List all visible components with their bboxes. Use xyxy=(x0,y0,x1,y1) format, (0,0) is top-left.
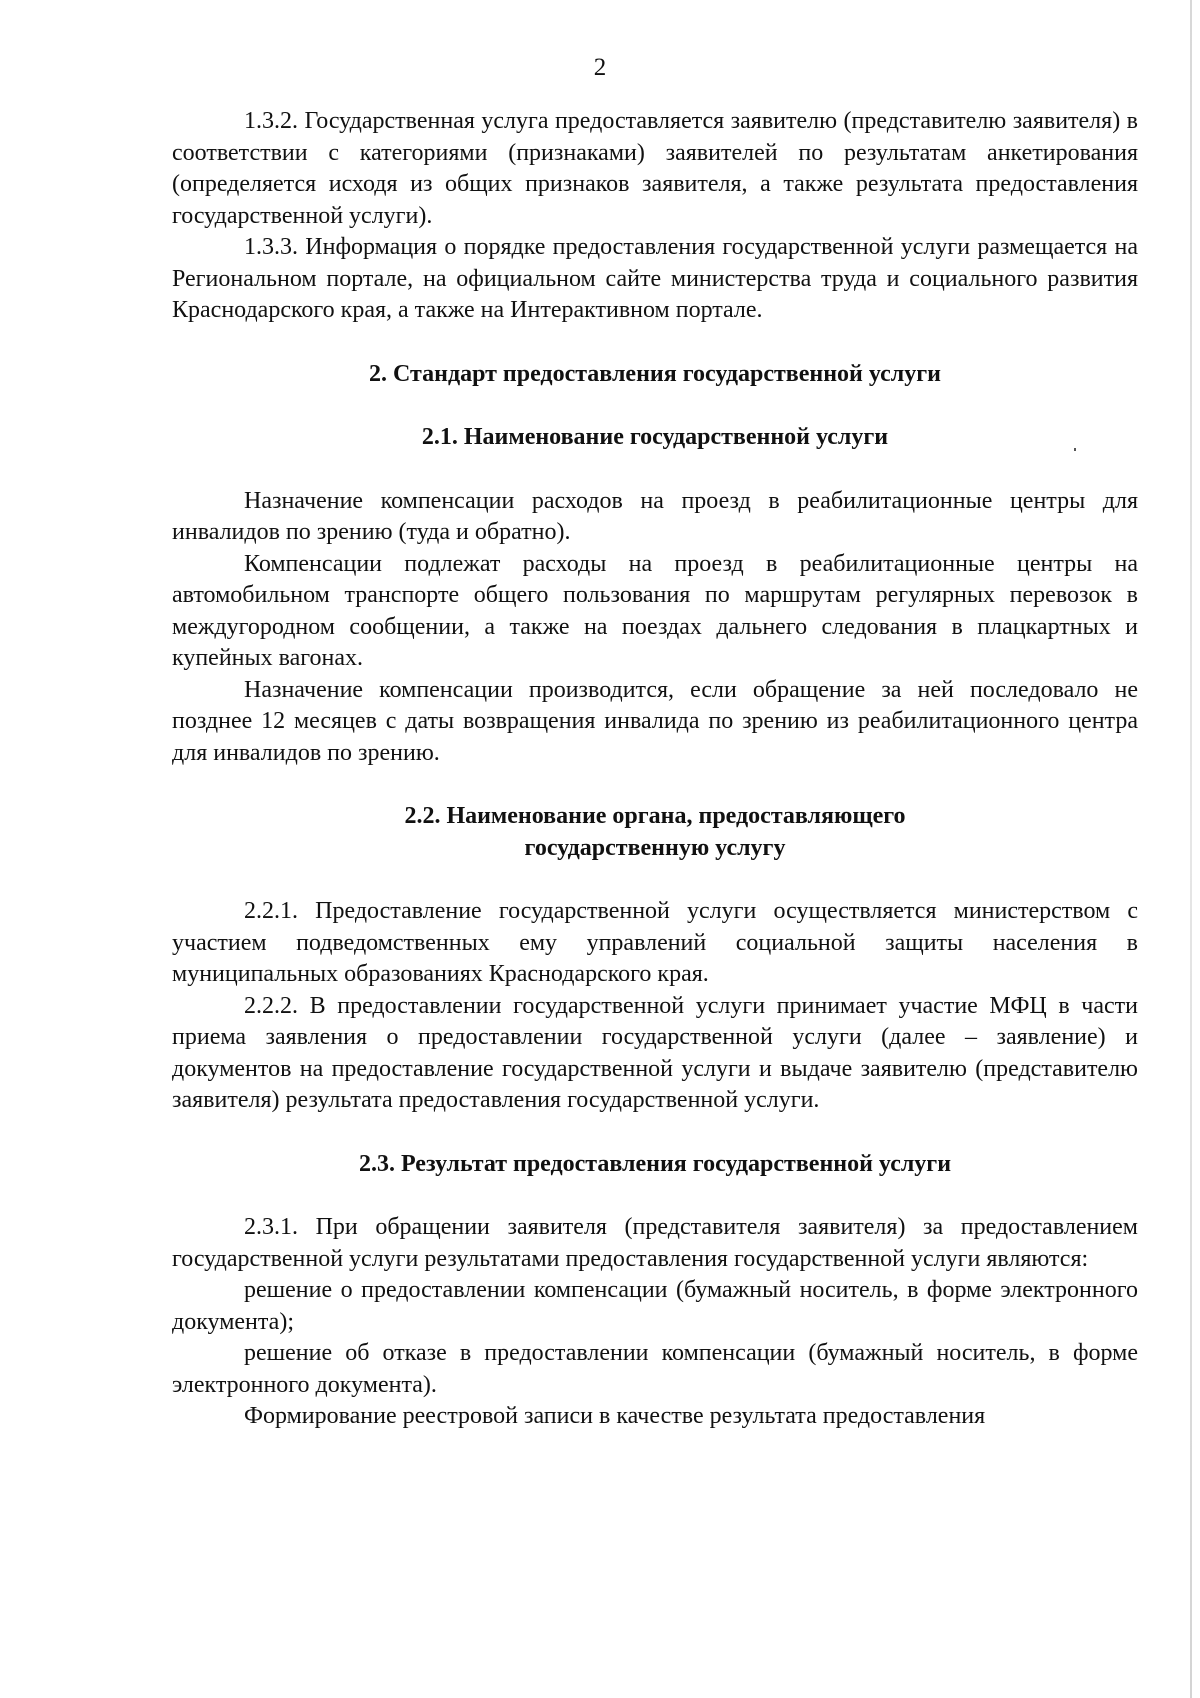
section-heading-2-2-line-2: государственную услугу xyxy=(524,834,786,861)
page-number: 2 xyxy=(593,54,607,81)
paragraph-2-3-1: 2.3.1. При обращении заявителя (представителя заявителя) за предоставлением государственной услуги результатами предоставления государственной услуги являются: xyxy=(172,1214,1138,1272)
paragraph-decision-grant: решение о предоставлении компенсации (бумажный носитель, в форме электронного документа); xyxy=(172,1277,1138,1335)
paragraph-compensation-scope: Компенсации подлежат расходы на проезд в реабилитационные центры на автомобильном транспорте общего пользования по маршрутам регулярных перевозок в междугородном сообщении, а также на поездах дальнего следования в плацкартных и купейных вагонах. xyxy=(172,550,1138,671)
paragraph-compensation-deadline: Назначение компенсации производится, если обращение за ней последовало не позднее 12 месяцев с даты возвращения инвалида по зрению из реабилитационного центра для инвалидов по зрению. xyxy=(172,676,1138,766)
section-heading-2-3: 2.3. Результат предоставления государственной услуги xyxy=(358,1150,952,1177)
paragraph-2-2-2: 2.2.2. В предоставлении государственной услуги принимает участие МФЦ в части приема заявления о предоставлении государственной услуги (далее – заявление) и документов на предоставление государственной услуги и выдаче заявителю (представителю заявителя) результата предоставления государственной услуги. xyxy=(172,992,1138,1113)
paragraph-registry-entry: Формирование реестровой записи в качестве результата предоставления xyxy=(244,1403,986,1429)
paragraph-1-3-3: 1.3.3. Информация о порядке предоставления государственной услуги размещается на Региональном портале, на официальном сайте министерства труда и социального развития Краснодарского края, а также на Интерактивном портале. xyxy=(172,234,1138,323)
paragraph-1-3-2: 1.3.2. Государственная услуга предоставляется заявителю (представителю заявителя) в соответствии с категориями (признаками) заявителей по результатам анкетирования (определяется исходя из общих признаков заявителя, а также результата предоставления государственной услуги). xyxy=(172,108,1138,229)
section-heading-2-2-line-1: 2.2. Наименование органа, предоставляющего xyxy=(404,803,906,829)
paragraph-decision-refusal: решение об отказе в предоставлении компенсации (бумажный носитель, в форме электронного документа). xyxy=(172,1340,1138,1398)
section-heading-2-1: 2.1. Наименование государственной услуги xyxy=(421,424,889,450)
section-heading-2: 2. Стандарт предоставления государственной услуги xyxy=(369,360,941,387)
scan-edge xyxy=(1190,0,1192,1698)
document-body xyxy=(172,106,1138,1433)
paragraph-service-name: Назначение компенсации расходов на проезд в реабилитационные центры для инвалидов по зрению (туда и обратно). xyxy=(172,487,1138,545)
paragraph-2-2-1: 2.2.1. Предоставление государственной услуги осуществляется министерством с участием подведомственных ему управлений социальной защиты населения в муниципальных образованиях Краснодарского края. xyxy=(172,898,1138,987)
